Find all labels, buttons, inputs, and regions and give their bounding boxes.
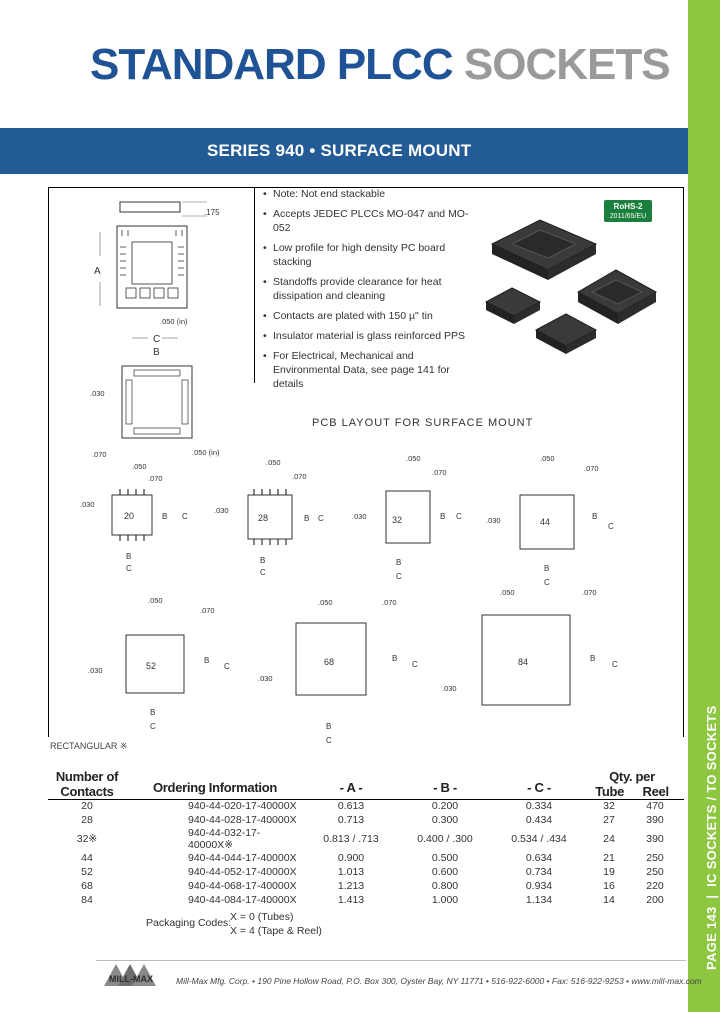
svg-text:B: B [544, 564, 550, 573]
col-ordering: Ordering Information [152, 780, 277, 795]
svg-text:C: C [182, 512, 188, 521]
pcb-label-84: 84 [518, 657, 529, 667]
pcb-28-dim-070: .070 [292, 472, 307, 481]
table-row [48, 851, 678, 865]
cell-contacts: 68 [81, 880, 93, 892]
pcb-20-dim-050: .050 [132, 462, 147, 471]
cell-contacts: 44 [81, 852, 93, 864]
pcb-68-dim-050: .050 [318, 598, 333, 607]
table-row [48, 799, 678, 813]
pcb-label-20: 20 [124, 511, 135, 521]
cell-reel: 470 [646, 800, 664, 812]
table-header-line [48, 799, 684, 800]
col-c: - C - [527, 780, 551, 795]
series-banner [0, 128, 688, 174]
svg-text:C: C [608, 522, 614, 531]
cell-reel: 250 [646, 866, 664, 878]
feature-item: • Insulator material is glass reinforced PPS [255, 329, 481, 343]
pcb-52-dim-050: .050 [148, 596, 163, 605]
col-contacts: Number of Contacts [55, 769, 119, 799]
label-b: B [153, 347, 160, 358]
socket-small-left [486, 288, 540, 324]
cell-tube: 16 [603, 880, 615, 892]
cell-tube: 21 [603, 852, 615, 864]
svg-text:C: C [456, 512, 462, 521]
table-row [48, 879, 678, 893]
cell-c: 0.734 [525, 866, 553, 878]
svg-text:C: C [318, 514, 324, 523]
series-title: SERIES 940 • SURFACE MOUNT [207, 141, 472, 160]
cell-ordering: 940-44-084-17-40000X [188, 894, 297, 906]
product-photo [484, 218, 680, 362]
cell-a: 1.413 [337, 894, 365, 906]
socket-small-bottom [536, 314, 596, 354]
svg-text:B: B [126, 552, 132, 561]
pcb-84-dim-050: .050 [500, 588, 515, 597]
pcb-44-dim-050: .050 [540, 454, 555, 463]
pcb-layout-28 [214, 458, 324, 577]
col-a: - A - [339, 780, 363, 795]
socket-large [492, 220, 596, 280]
cell-tube: 19 [603, 866, 615, 878]
svg-text:C: C [224, 662, 230, 671]
page-title [90, 40, 670, 90]
svg-text:B: B [396, 558, 402, 567]
pcb-68-dim-070: .070 [382, 598, 397, 607]
svg-text:B: B [304, 514, 310, 523]
pcb-layout-title: PCB LAYOUT FOR SURFACE MOUNT [312, 417, 534, 429]
sidebar-text: PAGE 143 | IC SOCKETS / TO SOCKETS [704, 705, 719, 970]
svg-text:C: C [150, 722, 156, 731]
cell-c: 0.434 [525, 814, 553, 826]
svg-text:C: C [396, 572, 402, 581]
cell-contacts: 28 [81, 814, 93, 826]
pcb-28-dim-050: .050 [266, 458, 281, 467]
feature-item: • Standoffs provide clearance for heat dissipation and cleaning [255, 275, 481, 303]
pcb-32-dim-030: .030 [352, 512, 367, 521]
cell-reel: 390 [646, 833, 664, 845]
feature-item: • Contacts are plated with 150 µ" tin [255, 309, 481, 323]
cell-a: 0.613 [337, 800, 365, 812]
svg-text:B: B [592, 512, 598, 521]
dim-175: .175 [204, 208, 220, 217]
cell-a: 0.713 [337, 814, 365, 826]
pcb-layout-84 [442, 588, 618, 705]
svg-text:C: C [412, 660, 418, 669]
pcb-layout-20 [80, 462, 188, 573]
pcb-label-52: 52 [146, 661, 157, 671]
table-row [48, 813, 678, 827]
svg-text:C: C [612, 660, 618, 669]
cell-contacts: 32※ [76, 833, 98, 845]
pcb-label-44: 44 [540, 517, 551, 527]
cell-b: 1.000 [431, 894, 459, 906]
pcb-layout-52 [88, 596, 230, 731]
cell-tube: 27 [603, 814, 615, 826]
pcb-84-dim-030: .030 [442, 684, 457, 693]
cell-ordering: 940-44-052-17-40000X [188, 866, 297, 878]
pcb-28-dim-030: .030 [214, 506, 229, 515]
svg-text:C: C [260, 568, 266, 577]
cell-b: 0.600 [431, 866, 459, 878]
svg-text:B: B [204, 656, 210, 665]
table-body [48, 799, 678, 907]
cell-ordering: 940-44-020-17-40000X [188, 800, 297, 812]
dim-030: .030 [90, 389, 105, 398]
feature-item: • For Electrical, Mechanical and Environmental Data, see page 141 for details [255, 349, 481, 391]
cell-a: 1.213 [337, 880, 365, 892]
cell-contacts: 52 [81, 866, 93, 878]
pcb-32-dim-050: .050 [406, 454, 421, 463]
cell-tube: 32 [603, 800, 615, 812]
pcb-label-28: 28 [258, 513, 269, 523]
pcb-label-68: 68 [324, 657, 335, 667]
cell-a: 1.013 [337, 866, 365, 878]
section-sidebar [688, 0, 720, 1012]
title-part-1: STANDARD PLCC [90, 40, 464, 89]
pcb-layouts [52, 445, 682, 745]
table-row [48, 827, 678, 851]
pcb-32-dim-070: .070 [432, 468, 447, 477]
cell-tube: 24 [603, 833, 615, 845]
table-row [48, 893, 678, 907]
feature-item: • Low profile for high density PC board stacking [255, 241, 481, 269]
cell-b: 0.800 [431, 880, 459, 892]
cell-reel: 250 [646, 852, 664, 864]
feature-item: • Accepts JEDEC PLCCs MO-047 and MO-052 [255, 207, 481, 235]
cell-b: 0.200 [431, 800, 459, 812]
label-c: C [153, 334, 161, 345]
cell-reel: 390 [646, 814, 664, 826]
cell-c: 0.534 / .434 [511, 833, 567, 845]
feature-item: • Note: Not end stackable [255, 187, 481, 201]
cell-contacts: 20 [81, 800, 93, 812]
mill-max-logo [100, 958, 162, 992]
rectangular-note: RECTANGULAR ※ [50, 741, 128, 751]
ordering-table [48, 765, 678, 907]
cell-contacts: 84 [81, 894, 93, 906]
packaging-label: Packaging Codes: [146, 917, 232, 929]
dim-050-bottom: .050 (in) [192, 448, 220, 457]
cell-tube: 14 [603, 894, 615, 906]
box-right-line [683, 187, 684, 737]
cell-c: 0.334 [525, 800, 553, 812]
pcb-68-dim-030: .030 [258, 674, 273, 683]
footer-divider [96, 960, 686, 961]
col-qty-label: Qty. per [609, 769, 655, 784]
svg-text:C: C [126, 564, 132, 573]
pcb-84-dim-070: .070 [582, 588, 597, 597]
top-view [117, 226, 187, 308]
pcb-layout-68 [258, 598, 418, 745]
side-view [120, 202, 180, 212]
svg-text:B: B [440, 512, 446, 521]
svg-text:C: C [544, 578, 550, 587]
col-tube: Tube [595, 784, 625, 799]
rohs-title: RoHS-2 [613, 202, 643, 211]
box-left-line [48, 187, 49, 737]
svg-text:B: B [392, 654, 398, 663]
table-row [48, 865, 678, 879]
pcb-52-dim-030: .030 [88, 666, 103, 675]
cell-ordering: 940-44-068-17-40000X [188, 880, 297, 892]
cell-c: 0.634 [525, 852, 553, 864]
dim-050-in: .050 (in) [160, 317, 188, 326]
col-reel: Reel [642, 784, 669, 799]
pcb-52-dim-070: .070 [200, 606, 215, 615]
svg-text:B: B [150, 708, 156, 717]
rohs-directive: 2011/65/EU [609, 213, 647, 220]
socket-drawing [52, 192, 252, 472]
socket-medium-right [578, 270, 656, 324]
col-b: - B - [433, 780, 457, 795]
svg-text:B: B [162, 512, 168, 521]
col-qty [586, 765, 678, 799]
svg-text:B: B [326, 722, 332, 731]
section-name: IC SOCKETS / TO SOCKETS [704, 705, 719, 887]
dim-070: .070 [92, 450, 107, 459]
cell-c: 0.934 [525, 880, 553, 892]
bottom-view [122, 366, 192, 438]
pcb-20-dim-030: .030 [80, 500, 95, 509]
cell-b: 0.500 [431, 852, 459, 864]
packaging-code-reel: X = 4 (Tape & Reel) [230, 925, 322, 937]
cell-c: 1.134 [525, 894, 553, 906]
svg-text:C: C [326, 736, 332, 745]
footer-address: Mill-Max Mfg. Corp. • 190 Pine Hollow Road, P.O. Box 300, Oyster Bay, NY 11771 • 516-922-6000 • Fax: 516-922-9253 • www.mill-max.com [176, 976, 702, 986]
svg-text:B: B [260, 556, 266, 565]
logo-text: MILL-MAX [109, 974, 153, 984]
pcb-label-32: 32 [392, 515, 403, 525]
page-number: PAGE 143 [704, 906, 719, 970]
pcb-44-dim-070: .070 [584, 464, 599, 473]
cell-a: 0.813 / .713 [323, 833, 379, 845]
pcb-layout-44 [486, 454, 614, 587]
pcb-layout-32 [352, 454, 462, 581]
label-a: A [94, 266, 101, 277]
pcb-44-dim-030: .030 [486, 516, 501, 525]
cell-b: 0.300 [431, 814, 459, 826]
features-list [254, 187, 481, 390]
cell-ordering: 940-44-028-17-40000X [188, 814, 297, 826]
cell-a: 0.900 [337, 852, 365, 864]
pcb-20-dim-070: .070 [148, 474, 163, 483]
svg-text:B: B [590, 654, 596, 663]
title-part-2: SOCKETS [463, 40, 670, 89]
cell-ordering: 940-44-032-17-40000X※ [188, 827, 261, 851]
cell-b: 0.400 / .300 [417, 833, 473, 845]
cell-reel: 200 [646, 894, 664, 906]
cell-reel: 220 [646, 880, 664, 892]
cell-ordering: 940-44-044-17-40000X [188, 852, 297, 864]
packaging-code-tubes: X = 0 (Tubes) [230, 911, 294, 923]
